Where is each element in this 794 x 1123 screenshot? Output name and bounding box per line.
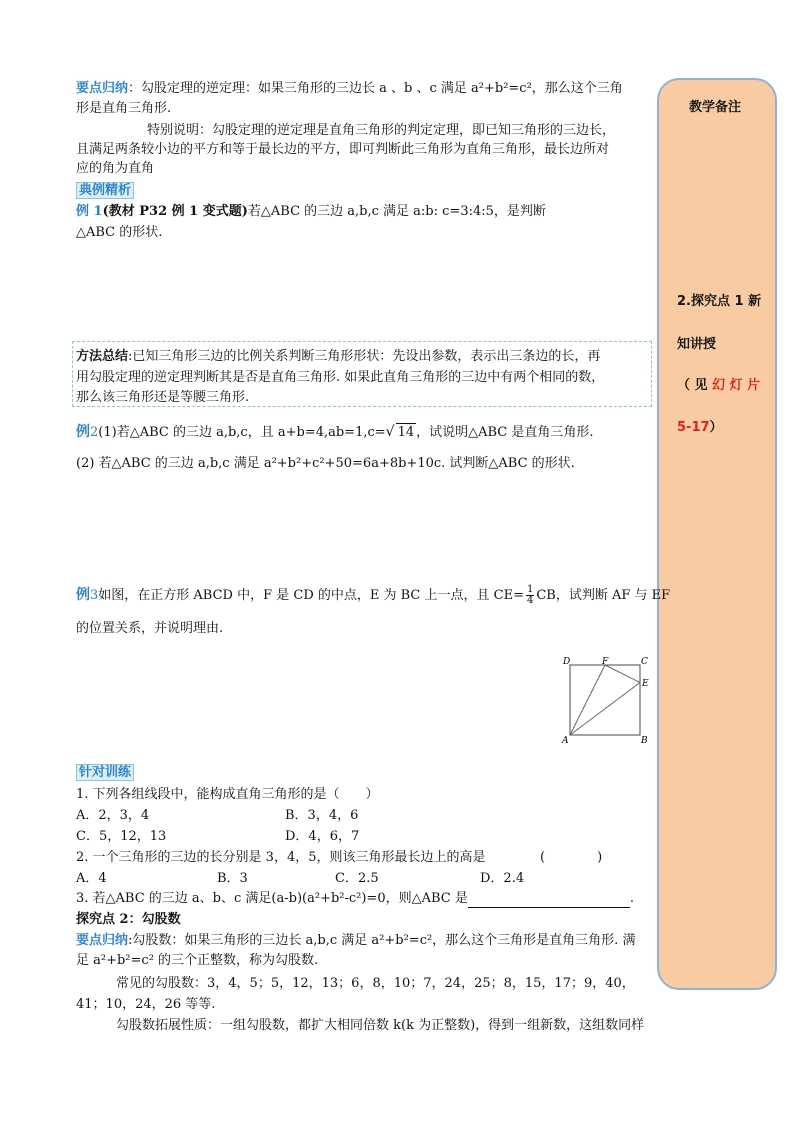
extension-property: 勾股数拓展性质：一组勾股数，都扩大相同倍数 k(k 为正整数)，得到一组新数，这组数同样 (116, 1018, 645, 1033)
practice-q2-a: A．4 (76, 871, 107, 886)
practice-q1-b: B．3，4，6 (285, 808, 359, 823)
notes-item-slide-range: 5-17） (677, 420, 723, 435)
teaching-notes-panel (657, 78, 777, 990)
practice-q1-c: C．5，12，13 (76, 829, 167, 844)
special-note-line3: 应的角为直角 (76, 161, 155, 176)
label-d: D (563, 657, 571, 667)
label-c: C (641, 657, 648, 667)
practice-q2-d: D．2.4 (480, 871, 525, 886)
example1-line1: 例 1(教材 P32 例 1 变式题)若△ABC 的三边 a,b,c 满足 a:b: c=3:4:5，是判断 (76, 204, 546, 219)
example3-line2: 的位置关系，并说明理由. (76, 621, 224, 636)
answer-blank[interactable] (468, 893, 630, 908)
practice-q2-b: B．3 (217, 871, 248, 886)
teaching-notes-title: 教学备注 (689, 100, 742, 115)
segment-ae (570, 683, 640, 736)
common-triples-line1: 常见的勾股数：3，4，5；5，12，13；6，8，10；7，24，25；8，15，17；9，40， (116, 976, 635, 991)
sqrt-14: 14 (397, 425, 415, 440)
segment-fe (605, 665, 640, 683)
special-note-line2: 且满足两条较小边的平方和等于最长边的平方，即可判断此三角形为直角三角形，最长边所对 (76, 142, 610, 157)
practice-q1: 1. 下列各组线段中，能构成直角三角形的是（ ） (76, 787, 379, 802)
method-summary-line2: 用勾股定理的逆定理判断其是否是直角三角形. 如果此直角三角形的三边中有两个相同的数， (76, 370, 605, 385)
explore2-line1: 要点归纳:勾股数：如果三角形的三边长 a,b,c 满足 a²+b²=c²，那么这个三角形是直角三角形. 满 (76, 933, 636, 948)
square-figure (560, 655, 652, 747)
key-points-line2: 形是直角三角形. (76, 101, 172, 116)
segment-af (570, 665, 605, 735)
practice-q1-d: D．4，6，7 (285, 829, 360, 844)
key-points-line1: 要点归纳：勾股定理的逆定理：如果三角形的三边长 a 、b 、c 满足 a²+b²=c²，那么这个三角 (76, 81, 623, 96)
practice-q1-a: A．2，3，4 (76, 808, 150, 823)
notes-item-explore: 2.探究点 1 新 (677, 294, 762, 309)
label-f: F (602, 657, 609, 667)
notes-item-slides: （ 见 幻 灯 片 (677, 378, 761, 393)
common-triples-line2: 41；10，24，26 等等. (76, 997, 216, 1012)
example2-part1: 例2(1)若△ABC 的三边 a,b,c，且 a+b=4,ab=1,c=√ 14 ，试说明△ABC 是直角三角形. (76, 424, 594, 440)
practice-q2-c: C．2.5 (335, 871, 379, 886)
method-summary-line3: 那么该三角形还是等腰三角形. (76, 390, 250, 405)
notes-item-lecture: 知讲授 (677, 337, 717, 352)
special-note-line1: 特别说明：勾股定理的逆定理是直角三角形的判定定理，即已知三角形的三边长， (147, 123, 616, 138)
example3-line1: 例3如图，在正方形 ABCD 中，F 是 CD 的中点，E 为 BC 上一点，且 CE= $\frac{1}{4}$ CB，试判断 AF 与 EF (76, 584, 671, 606)
explore2-title: 探究点 2：勾股数 (76, 912, 181, 927)
typical-examples-header: 典例精析 (76, 182, 134, 200)
example2-part2: (2) 若△ABC 的三边 a,b,c 满足 a²+b²+c²+50=6a+8b+10c. 试判断△ABC 的形状. (76, 456, 575, 471)
practice-header: 针对训练 (76, 764, 134, 782)
label-a: A (562, 736, 569, 746)
explore2-line2: 足 a²+b²=c² 的三个正整数，称为勾股数. (76, 953, 319, 968)
label-b: B (641, 736, 648, 746)
label-e: E (642, 679, 649, 689)
practice-q3: 3. 若△ABC 的三边 a、b、c 满足(a-b)(a²+b²-c²)=0，则△ABC 是 . (76, 891, 635, 906)
practice-q2: 2. 一个三角形的三边的长分别是 3，4，5，则该三角形最长边上的高是 (76, 850, 486, 865)
fraction-one-quarter: $\frac{1}{4}$ (526, 584, 534, 606)
method-summary-line1: 方法总结:已知三角形三边的比例关系判断三角形形状：先设出参数，表示出三条边的长，再 (76, 349, 601, 364)
practice-q2-paren: ( ) (540, 850, 603, 865)
square-abcd (570, 665, 640, 735)
example1-line2: △ABC 的形状. (76, 225, 163, 240)
